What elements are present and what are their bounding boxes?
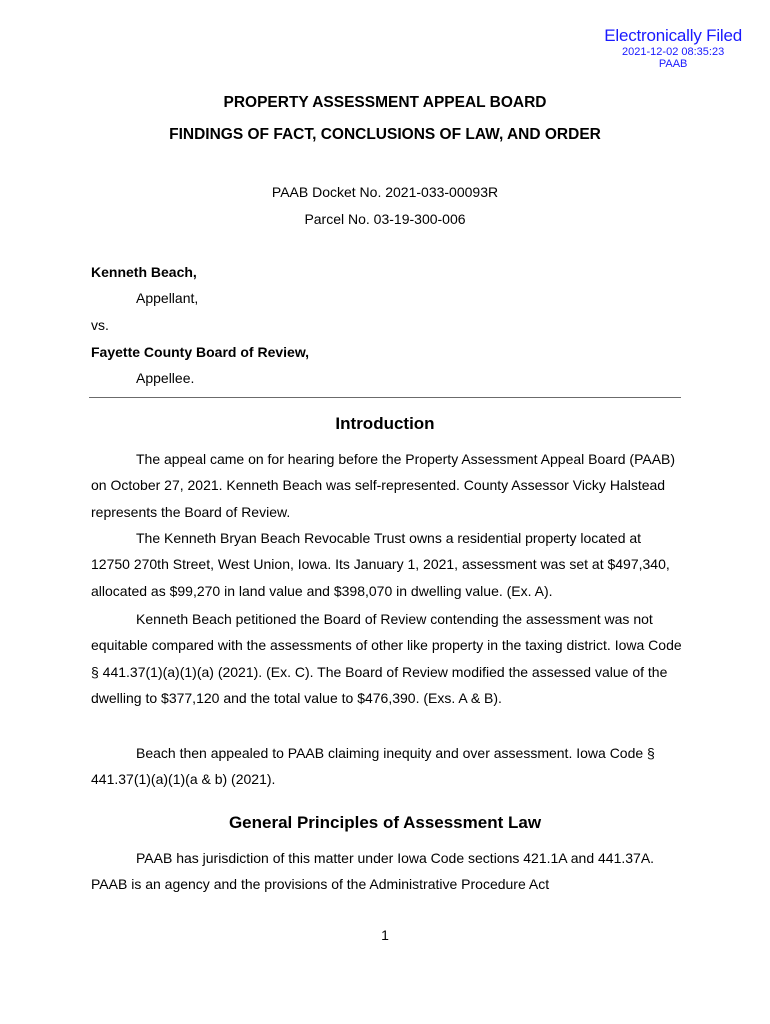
board-name-heading: PROPERTY ASSESSMENT APPEAL BOARD bbox=[223, 94, 547, 111]
general-principles-heading: General Principles of Assessment Law bbox=[228, 813, 542, 832]
appellant-role: Appellant, bbox=[136, 290, 199, 306]
introduction-paragraph-2: The Kenneth Bryan Beach Revocable Trust owns a residential property located at 12750 270th Street, West Union, Iowa. Its January 1, 2021, assessment was set at $497,340, allocated as $99,270 in land value and $398,070 in dwelling value. (Ex. A). bbox=[91, 530, 670, 599]
stamp-title: Electronically Filed bbox=[604, 26, 742, 45]
page-number: 1 bbox=[381, 927, 389, 943]
introduction-heading: Introduction bbox=[335, 414, 435, 433]
versus-label: vs. bbox=[91, 317, 109, 333]
electronic-filing-stamp bbox=[604, 26, 742, 70]
appellee-name: Fayette County Board of Review, bbox=[91, 344, 310, 360]
appellant-name: Kenneth Beach, bbox=[91, 264, 197, 280]
introduction-paragraph-1: The appeal came on for hearing before the Property Assessment Appeal Board (PAAB) on October 27, 2021. Kenneth Beach was self-represented. County Assessor Vicky Halstead represents the Board of Review. bbox=[91, 451, 676, 520]
principles-paragraph-1: PAAB has jurisdiction of this matter under Iowa Code sections 421.1A and 441.37A. PAAB is an agency and the provisions of the Administrative Procedure Act bbox=[91, 850, 655, 893]
introduction-paragraph-3: Kenneth Beach petitioned the Board of Review contending the assessment was not equitable compared with the assessments of other like property in the taxing district. Iowa Code § 441.37(1)(a)(1)(a) (2021). (Ex. C). The Board of Review modified the assessed value of the dwelling to $377,120 and the total value to $476,390. (Exs. A & B). bbox=[91, 611, 682, 706]
parcel-number: Parcel No. 03-19-300-006 bbox=[304, 211, 466, 227]
stamp-datetime: 2021-12-02 08:35:23 bbox=[622, 46, 725, 58]
stamp-agency: PAAB bbox=[658, 58, 688, 70]
docket-number: PAAB Docket No. 2021-033-00093R bbox=[271, 184, 499, 200]
caption-divider bbox=[89, 397, 681, 398]
introduction-paragraph-4: Beach then appealed to PAAB claiming inequity and over assessment. Iowa Code § 441.37(1)(a)(1)(a & b) (2021). bbox=[91, 745, 655, 788]
appellee-role: Appellee. bbox=[136, 370, 195, 386]
document-title: FINDINGS OF FACT, CONCLUSIONS OF LAW, AND ORDER bbox=[169, 126, 601, 143]
